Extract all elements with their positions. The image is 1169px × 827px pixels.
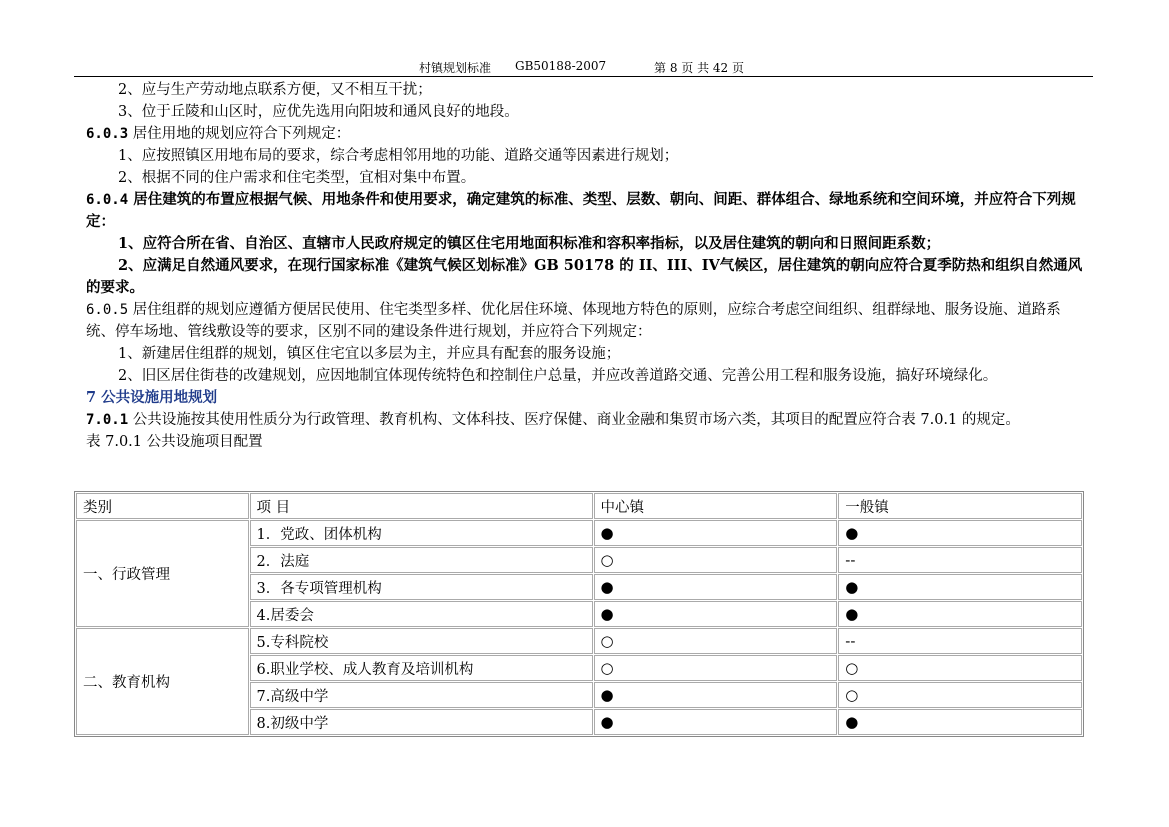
item-cell: 6.职业学校、成人教育及培训机构 (250, 655, 593, 681)
clause-number: 6.0.5 (86, 302, 129, 318)
general-town-cell: ● (838, 520, 1082, 546)
header-page-info: 第 8 页 共 42 页 (654, 61, 744, 75)
clause-6-0-3 (86, 123, 1086, 145)
header-cell-center-town: 中心镇 (594, 493, 838, 519)
general-town-cell: ● (838, 601, 1082, 627)
facilities-table (74, 491, 1084, 737)
center-town-cell: ○ (594, 655, 838, 681)
item-cell: 1．党政、团体机构 (250, 520, 593, 546)
general-town-cell: ○ (838, 682, 1082, 708)
paragraph: 2、根据不同的住户需求和住宅类型，宜相对集中布置。 (118, 170, 476, 186)
general-town-cell: -- (838, 628, 1082, 654)
category-cell: 一、行政管理 (76, 520, 249, 627)
header-cell-item: 项 目 (250, 493, 593, 519)
clause-text: 居住组群的规划应遵循方便居民使用、住宅类型多样、优化居住环境、体现地方特色的原则，应综合考虑空间组织、组群绿地、服务设施、道路系统、停车场地、管线敷设等的要求，区别不同的建设条件进行规划，并应符合下列规定： (86, 302, 1061, 340)
center-town-cell: ● (594, 709, 838, 735)
paragraph: 3、位于丘陵和山区时，应优先选用向阳坡和通风良好的地段。 (118, 104, 519, 120)
clause-number: 6.0.3 (86, 126, 129, 142)
category-cell: 二、教育机构 (76, 628, 249, 735)
section-heading: 7 公共设施用地规划 (86, 389, 218, 406)
general-town-cell: ○ (838, 655, 1082, 681)
header-title: 村镇规划标准 (419, 61, 492, 75)
clause-7-0-1 (86, 409, 1086, 431)
item-cell: 3．各专项管理机构 (250, 574, 593, 600)
center-town-cell: ○ (594, 628, 838, 654)
clause-6-0-4 (86, 189, 1086, 233)
paragraph: 1、应符合所在省、自治区、直辖市人民政府规定的镇区住宅用地面积标准和容积率指标，以及居住建筑的朝向和日照间距系数； (118, 235, 941, 252)
clause-text: 公共设施按其使用性质分为行政管理、教育机构、文体科技、医疗保健、商业金融和集贸市场六类，其项目的配置应符合表 7.0.1 的规定。 (128, 412, 1020, 428)
header-cell-category: 类别 (76, 493, 249, 519)
center-town-cell: ● (594, 574, 838, 600)
general-town-cell: ● (838, 709, 1082, 735)
clause-number: 7.0.1 (86, 412, 129, 428)
table-header-row (76, 493, 1082, 519)
page-header (74, 58, 1093, 77)
paragraph: 2、应与生产劳动地点联系方便，又不相互干扰； (118, 82, 432, 98)
header-cell-general-town: 一般镇 (838, 493, 1082, 519)
item-cell: 2．法庭 (250, 547, 593, 573)
center-town-cell: ● (594, 520, 838, 546)
clause-text: 居住用地的规划应符合下列规定： (128, 126, 351, 142)
paragraph: 1、新建居住组群的规划，镇区住宅宜以多层为主，并应具有配套的服务设施； (118, 346, 621, 362)
item-cell: 8.初级中学 (250, 709, 593, 735)
general-town-cell: ● (838, 574, 1082, 600)
clause-text: 居住建筑的布置应根据气候、用地条件和使用要求，确定建筑的标准、类型、层数、朝向、间距、群体组合、绿地系统和空间环境，并应符合下列规定： (86, 191, 1076, 230)
paragraph: 1、应按照镇区用地布局的要求，综合考虑相邻用地的功能、道路交通等因素进行规划； (118, 148, 679, 164)
clause-6-0-5 (86, 299, 1086, 343)
item-cell: 4.居委会 (250, 601, 593, 627)
table-caption: 表 7.0.1 公共设施项目配置 (86, 434, 263, 450)
document-body (86, 79, 1086, 453)
table-row (76, 520, 1082, 546)
center-town-cell: ● (594, 601, 838, 627)
header-code: GB50188-2007 (515, 59, 607, 73)
item-cell: 5.专科院校 (250, 628, 593, 654)
paragraph: 2、旧区居住街巷的改建规划，应因地制宜体现传统特色和控制住户总量，并应改善道路交通、完善公用工程和服务设施，搞好环境绿化。 (118, 368, 998, 384)
table-row (76, 628, 1082, 654)
paragraph: 2、应满足自然通风要求，在现行国家标准《建筑气候区划标准》GB 50178 的 II、III、IV气候区，居住建筑的朝向应符合夏季防热和组织自然通风的要求。 (86, 257, 1083, 296)
item-cell: 7.高级中学 (250, 682, 593, 708)
clause-number: 6.0.4 (86, 192, 129, 208)
center-town-cell: ○ (594, 547, 838, 573)
center-town-cell: ● (594, 682, 838, 708)
general-town-cell: -- (838, 547, 1082, 573)
